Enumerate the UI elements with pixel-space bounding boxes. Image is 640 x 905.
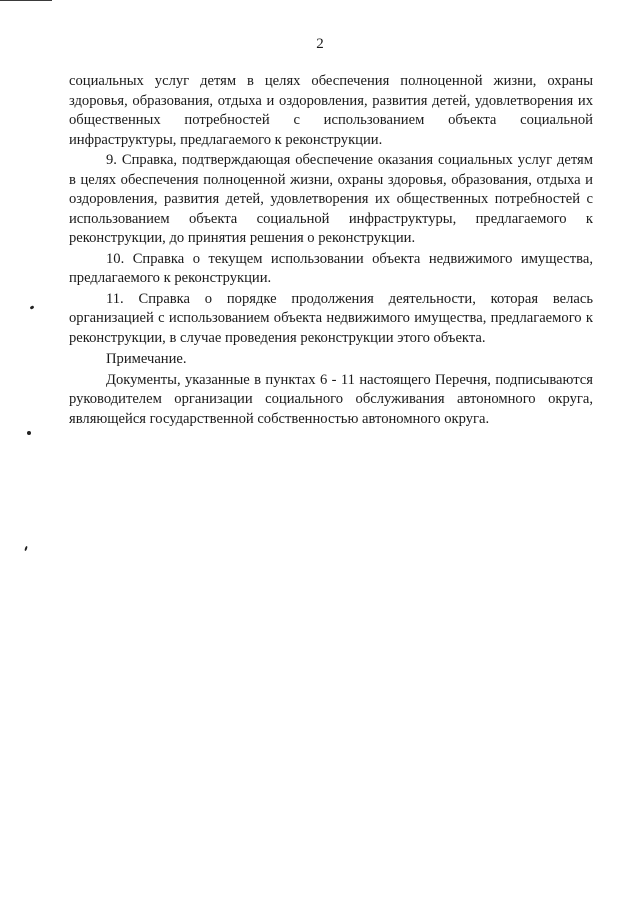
paragraph-continuation: социальных услуг детям в целях обеспечения полноценной жизни, охраны здоровья, образования, отдыха и оздоровления, развития детей, удовлетворения их общественных потребностей с использованием объекта социальной инфраструктуры, предлагаемого к реконструкции.	[69, 73, 593, 148]
document-body	[69, 72, 593, 429]
note-title: Примечание.	[106, 351, 187, 367]
note-text: Документы, указанные в пунктах 6 - 11 настоящего Перечня, подписываются руководителем организации социального обслуживания автономного округа, являющейся государственной собственностью автономного округа.	[69, 371, 593, 427]
scan-speck	[27, 431, 31, 435]
page-number: 2	[316, 36, 324, 52]
paragraph-item-9: 9. Справка, подтверждающая обеспечение оказания социальных услуг детям в целях обеспечения полноценной жизни, охраны здоровья, образования, отдыха и оздоровления, развития детей, удовлетворения их общественных потребностей с использованием объекта социальной инфраструктуры, предлагаемого к реконструкции, до принятия решения о реконструкции.	[69, 152, 593, 246]
scan-top-edge-mark	[0, 0, 52, 1]
paragraph-item-11: 11. Справка о порядке продолжения деятельности, которая велась организацией с использованием объекта недвижимого имущества, предлагаемого к реконструкции, в случае проведения реконструкции этого объекта.	[69, 290, 593, 346]
scan-speck	[30, 305, 35, 310]
scan-speck	[24, 546, 28, 551]
paragraph-item-10: 10. Справка о текущем использовании объекта недвижимого имущества, предлагаемого к реконструкции.	[69, 250, 593, 286]
